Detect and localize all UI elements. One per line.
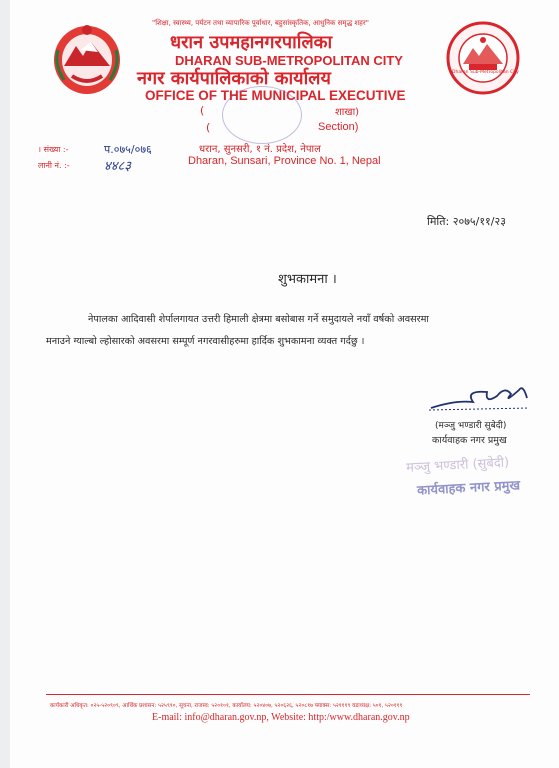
address-np: धरान, सुनसरी, १ नं. प्रदेश, नेपाल: [199, 144, 321, 155]
letterhead-motto: "शिक्षा, स्वास्थ्य, पर्यटन तथा व्यापारिक पूर्वाधार, बहुसांस्कृतिक, आधुनिक समृद्ध शहर": [152, 19, 369, 27]
handwritten-signature: [425, 378, 535, 414]
signatory-stamp-line-1: मञ्जु भण्डारी (सुबेदी): [405, 455, 510, 476]
municipality-name-np: धरान उपमहानगरपालिका: [170, 32, 333, 53]
municipality-name-en: DHARAN SUB-METROPOLITAN CITY: [175, 53, 403, 68]
reference-label: । संख्या :-: [38, 145, 69, 154]
municipal-seal-icon: [445, 20, 521, 96]
body-line-2: मनाउने ग्याल्बो ल्होसारको अवसरमा सम्पूर्ण नगरवासीहरुमा हार्दिक शुभकामना व्यक्त गर्दछु ।: [46, 336, 365, 347]
signatory-stamp-line-2: कार्यवाहक नगर प्रमुख: [416, 478, 521, 499]
branch-open-paren: (: [200, 104, 205, 117]
signatory-name: (मञ्जु भण्डारी सुबेदी): [435, 421, 507, 431]
office-name-en: OFFICE OF THE MUNICIPAL EXECUTIVE: [145, 88, 406, 103]
dispatch-value: ४४८३: [104, 159, 132, 174]
reference-value: प.०७५/०७६: [104, 143, 152, 156]
footer-contact: E-mail: info@dharan.gov.np, Website: http:/www.dharan.gov.np: [152, 712, 410, 723]
branch-label: शाखा): [335, 107, 360, 118]
nepal-emblem-icon: [50, 20, 124, 96]
footer-phones: कार्यकारी अधिकृत: ०२५-५२०९०९, आर्थिक प्रशासन: ५२५९९०, सूचना, राजस्व: ५२०१०१, कार्यालय: ५२०४०७, ५२०६२६, ५२०८१७ फ्याक्स: ५२१११९ वडाध्यक्ष: ५०१, ५२०१११: [50, 703, 403, 709]
body-line-1: नेपालका आदिवासी शेर्पालगायत उत्तरी हिमाली क्षेत्रमा बसोबास गर्ने समुदायले नयाँ वर्षको अवसरमा: [88, 314, 429, 325]
letter-subject: शुभकामना ।: [278, 272, 337, 287]
address-en: Dharan, Sunsari, Province No. 1, Nepal: [188, 155, 381, 167]
section-open-paren: (: [206, 121, 211, 134]
section-label: Section): [318, 121, 359, 133]
receipt-stamp: [222, 86, 302, 144]
footer-divider: [46, 694, 530, 695]
letter-date: मिति: २०७५/११/२३: [427, 215, 506, 228]
office-name-np: नगर कार्यपालिकाको कार्यालय: [137, 68, 331, 89]
dispatch-label: लानी नं. :-: [38, 161, 70, 170]
signatory-title: कार्यवाहक नगर प्रमुख: [432, 435, 507, 446]
right-seal-caption: Dharan Sub-Metropolitan City: [452, 70, 519, 75]
